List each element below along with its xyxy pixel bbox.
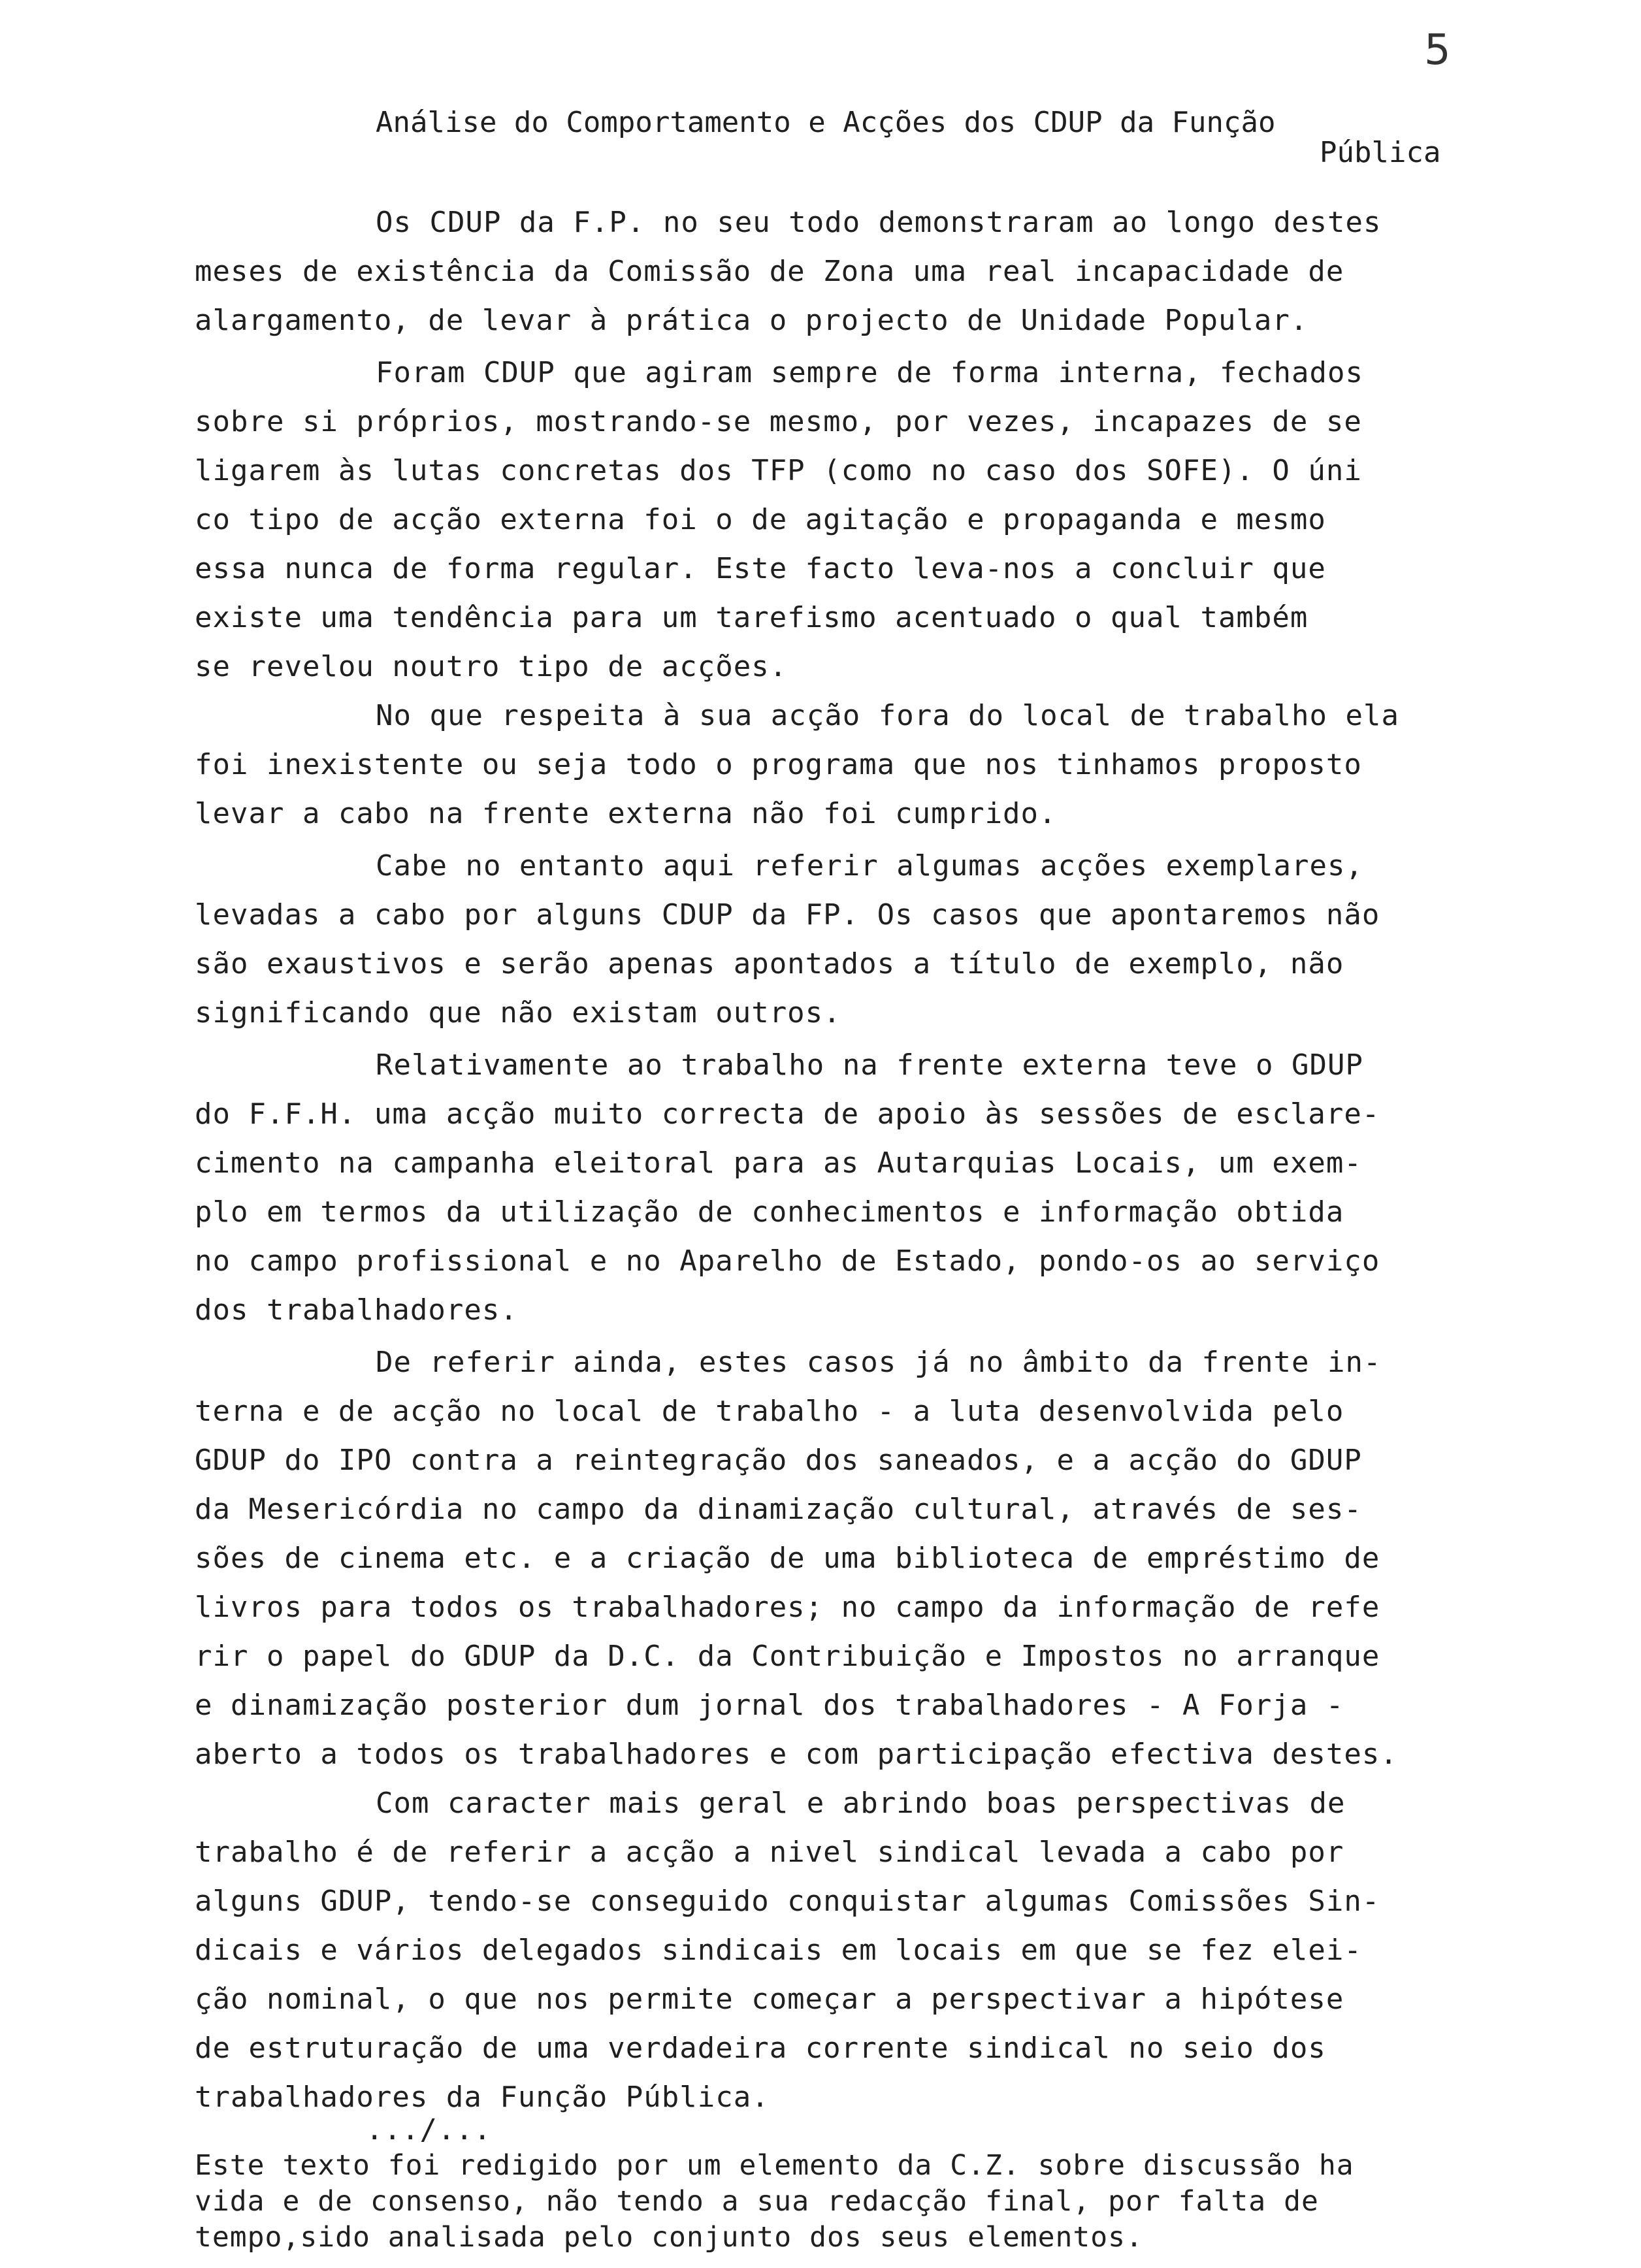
footer-note-line: vida e de consenso, não tendo a sua redacção final, por falta de xyxy=(195,2185,1319,2218)
paragraph-line: significando que não existam outros. xyxy=(195,996,841,1029)
paragraph-line: sões de cinema etc. e a criação de uma biblioteca de empréstimo de xyxy=(195,1542,1380,1575)
paragraph-line: livros para todos os trabalhadores; no campo da informação de refe xyxy=(195,1591,1380,1624)
paragraph-line: alargamento, de levar à prática o projecto de Unidade Popular. xyxy=(195,304,1308,337)
paragraph-line: se revelou noutro tipo de acções. xyxy=(195,650,788,683)
paragraph-line: terna e de acção no local de trabalho - a luta desenvolvida pelo xyxy=(195,1395,1344,1428)
paragraph-line: No que respeita à sua acção fora do local de trabalho ela xyxy=(376,699,1399,732)
paragraph-line: Com caracter mais geral e abrindo boas perspectivas de xyxy=(376,1787,1346,1820)
paragraph-line: ção nominal, o que nos permite começar a perspectivar a hipótese xyxy=(195,1983,1344,2016)
paragraph-line: existe uma tendência para um tarefismo acentuado o qual também xyxy=(195,601,1308,634)
paragraph-line: cimento na campanha eleitoral para as Autarquias Locais, um exem- xyxy=(195,1146,1362,1180)
paragraph-line: da Mesericórdia no campo da dinamização cultural, através de ses- xyxy=(195,1493,1362,1526)
paragraph-line: de estruturação de uma verdadeira corrente sindical no seio dos xyxy=(195,2032,1326,2065)
paragraph-line: do F.F.H. uma acção muito correcta de apoio às sessões de esclare- xyxy=(195,1097,1380,1131)
paragraph-line: essa nunca de forma regular. Este facto leva-nos a concluir que xyxy=(195,552,1326,585)
continuation-mark: .../... xyxy=(366,2113,492,2146)
paragraph-line: e dinamização posterior dum jornal dos trabalhadores - A Forja - xyxy=(195,1689,1344,1722)
paragraph-line: sobre si próprios, mostrando-se mesmo, por vezes, incapazes de se xyxy=(195,405,1362,438)
paragraph-line: Cabe no entanto aqui referir algumas acções exemplares, xyxy=(376,849,1363,883)
paragraph-line: dos trabalhadores. xyxy=(195,1293,518,1327)
document-title: Análise do Comportamento e Acções dos CDUP da Função xyxy=(376,106,1276,139)
paragraph-line: co tipo de acção externa foi o de agitação e propaganda e mesmo xyxy=(195,503,1326,536)
paragraph-line: levadas a cabo por alguns CDUP da FP. Os casos que apontaremos não xyxy=(195,898,1380,932)
paragraph-line: foi inexistente ou seja todo o programa que nos tinhamos proposto xyxy=(195,748,1362,781)
document-title-continued: Pública xyxy=(1320,136,1441,169)
page-number: 5 xyxy=(1424,26,1451,74)
paragraph-line: GDUP do IPO contra a reintegração dos saneados, e a acção do GDUP xyxy=(195,1444,1362,1477)
paragraph-line: levar a cabo na frente externa não foi cumprido. xyxy=(195,797,1057,830)
paragraph-line: ligarem às lutas concretas dos TFP (como no caso dos SOFE). O úni xyxy=(195,454,1362,487)
footer-note-line: Este texto foi redigido por um elemento da C.Z. sobre discussão ha xyxy=(195,2149,1354,2182)
paragraph-line: trabalhadores da Função Pública. xyxy=(195,2081,770,2114)
paragraph-line: trabalho é de referir a acção a nivel sindical levada a cabo por xyxy=(195,1836,1344,1869)
paragraph-line: dicais e vários delegados sindicais em locais em que se fez elei- xyxy=(195,1934,1362,1967)
paragraph-line: meses de existência da Comissão de Zona uma real incapacidade de xyxy=(195,255,1344,288)
paragraph-line: Relativamente ao trabalho na frente externa teve o GDUP xyxy=(376,1048,1363,1082)
paragraph-line: Foram CDUP que agiram sempre de forma interna, fechados xyxy=(376,356,1363,389)
paragraph-line: rir o papel do GDUP da D.C. da Contribuição e Impostos no arranque xyxy=(195,1640,1380,1673)
paragraph-line: no campo profissional e no Aparelho de Estado, pondo-os ao serviço xyxy=(195,1244,1380,1278)
paragraph-line: Os CDUP da F.P. no seu todo demonstraram ao longo destes xyxy=(376,206,1382,239)
paragraph-line: plo em termos da utilização de conhecimentos e informação obtida xyxy=(195,1195,1344,1229)
paragraph-line: aberto a todos os trabalhadores e com participação efectiva destes. xyxy=(195,1738,1398,1771)
footer-note-line: tempo,sido analisada pelo conjunto dos seus elementos. xyxy=(195,2221,1143,2254)
paragraph-line: são exaustivos e serão apenas apontados a título de exemplo, não xyxy=(195,947,1344,980)
paragraph-line: alguns GDUP, tendo-se conseguido conquistar algumas Comissões Sin- xyxy=(195,1885,1380,1918)
paragraph-line: De referir ainda, estes casos já no âmbito da frente in- xyxy=(376,1346,1382,1379)
